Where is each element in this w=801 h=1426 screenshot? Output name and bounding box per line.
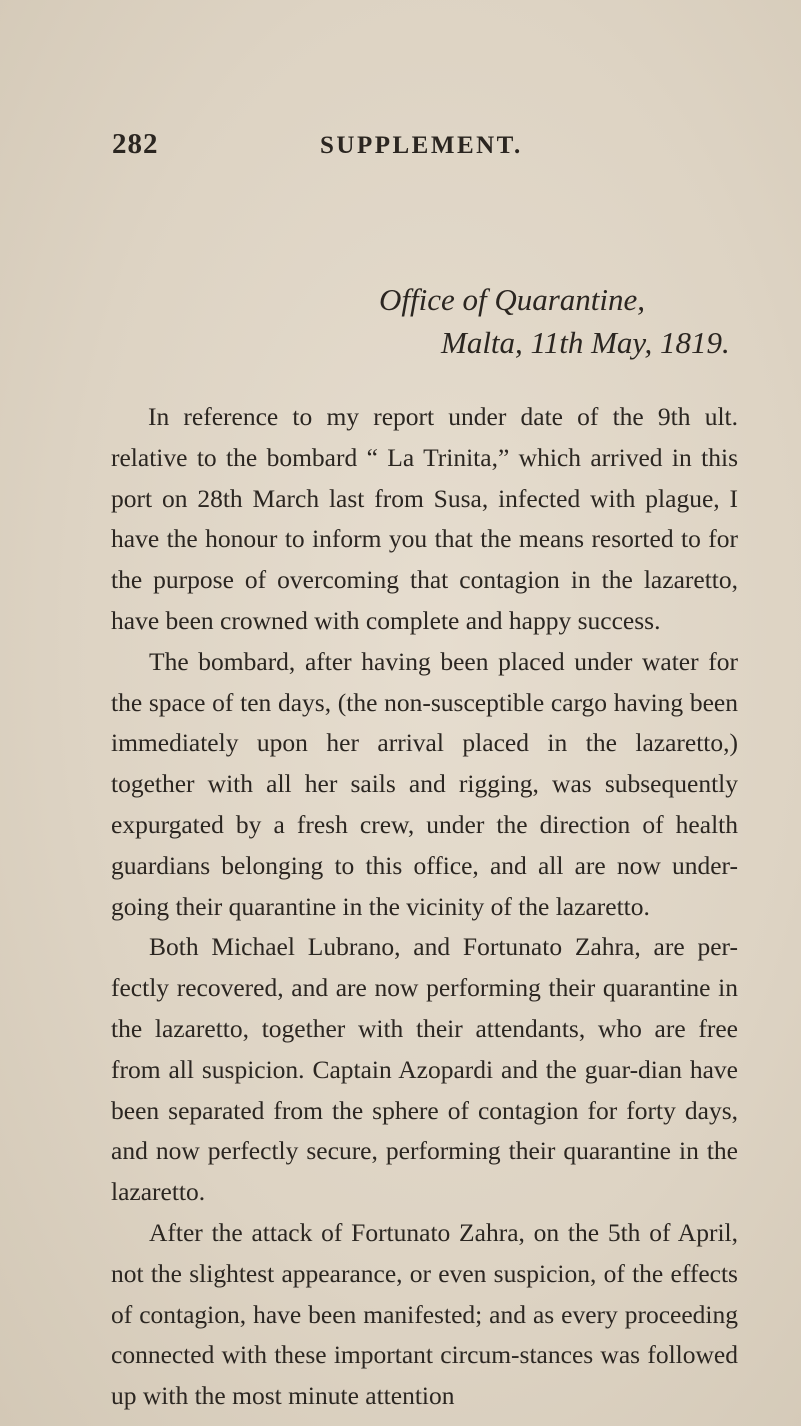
letter-body (111, 397, 738, 1417)
page-number: 282 (112, 128, 159, 160)
dateline-office: Office of Quarantine, (379, 282, 646, 317)
running-head (112, 128, 712, 168)
paragraph: Both Michael Lubrano, and Fortunato Zahra, are per-fectly recovered, and are now performing their quarantine in the lazaretto, together with their attendants, who are free from all suspicion. Captain Azopardi and the guar-dian have been separated from the sphere of contagion for forty days, and now perfectly secure, performing their quarantine in the lazaretto. (111, 932, 738, 1207)
dateline-place-date: Malta, 11th May, 1819. (441, 325, 730, 360)
paragraph: In reference to my report under date of the 9th ult. relative to the bombard “ La Trinita,” which arrived in this port on 28th March last from Susa, infected with plague, I have the honour to inform you that the means resorted to for the purpose of overcoming that contagion in the lazaretto, have been crowned with complete and happy success. (111, 402, 738, 635)
paragraph: The bombard, after having been placed under water for the space of ten days, (the non-susceptible cargo having been immediately upon her arrival placed in the lazaretto,) together with all her sails and rigging, was subsequently expurgated by a fresh crew, under the direction of health guardians belonging to this office, and all are now under-going their quarantine in the vicinity of the lazaretto. (111, 646, 738, 921)
paragraph: After the attack of Fortunato Zahra, on the 5th of April, not the slightest appearance, or even suspicion, of the effects of contagion, have been manifested; and as every proceeding connected with these important circum-stances was followed up with the most minute attention (111, 1217, 738, 1411)
running-title: SUPPLEMENT. (320, 132, 523, 159)
